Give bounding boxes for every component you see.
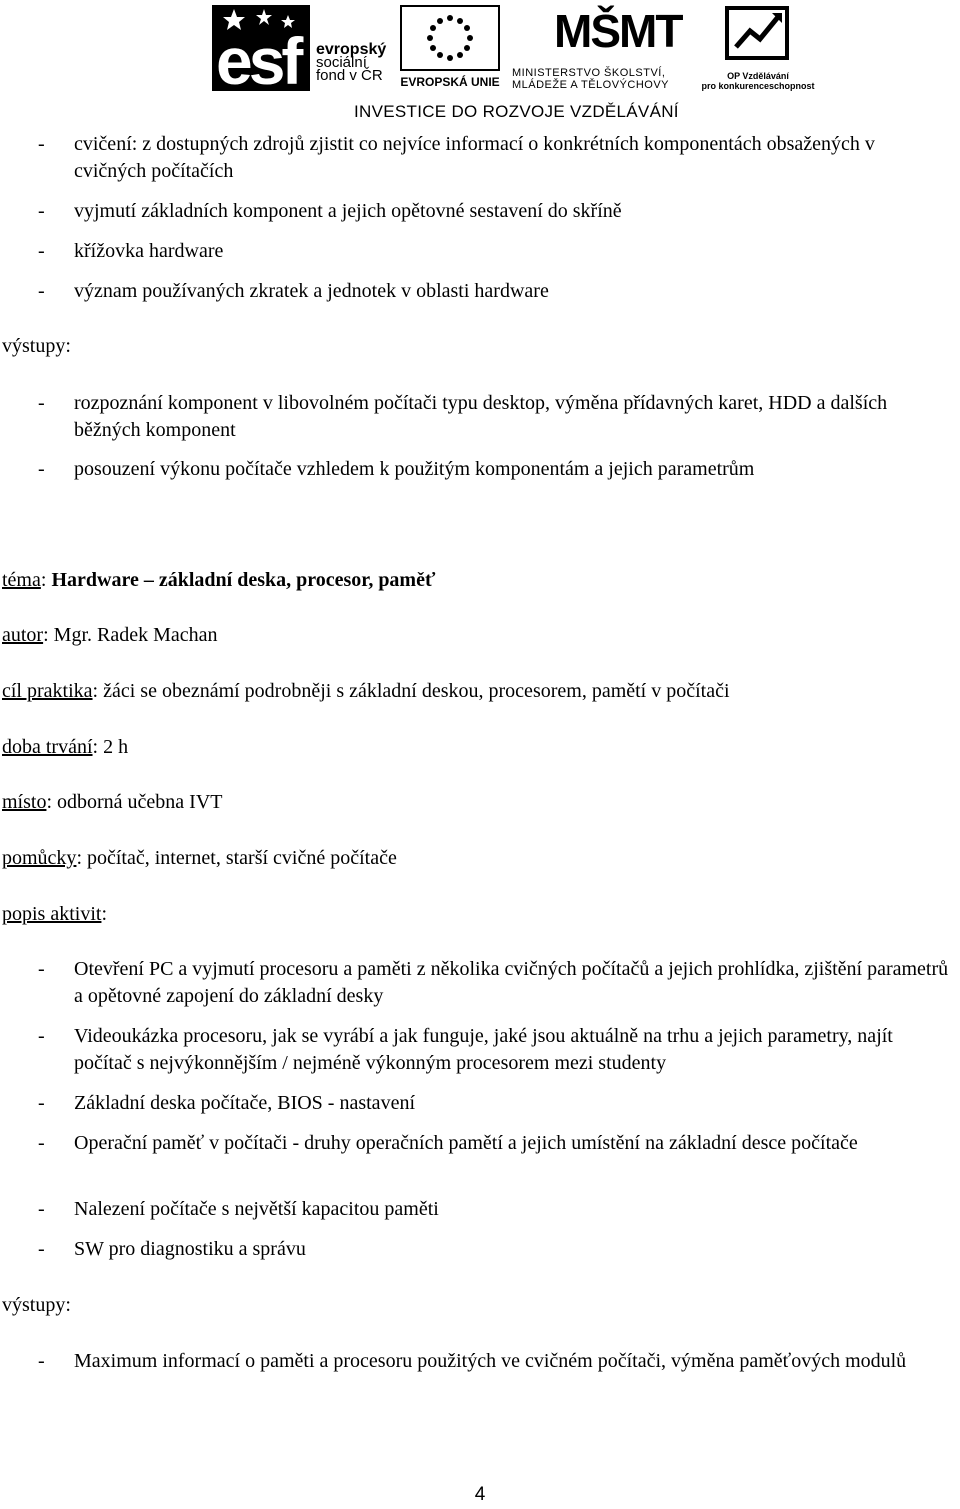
- list-item-text: Nalezení počítače s největší kapacitou paměti: [74, 1198, 439, 1220]
- list-item-text: křížovka hardware: [74, 240, 224, 262]
- op-line2: pro konkurenceschopnost: [701, 81, 815, 91]
- list-item-text: význam používaných zkratek a jednotek v oblasti hardware: [74, 280, 549, 302]
- misto-value: odborná učebna IVT: [57, 791, 223, 813]
- investice-tagline: INVESTICE DO ROZVOJE VZDĚLÁVÁNÍ: [354, 102, 679, 121]
- doba-line: [2, 734, 128, 761]
- list-dash: -: [38, 1198, 45, 1220]
- list-dash: -: [38, 958, 45, 980]
- vystupy-heading: výstupy:: [2, 335, 71, 357]
- autor-value: Mgr. Radek Machan: [53, 624, 218, 646]
- esf-line1: evropský: [316, 41, 387, 58]
- list-item-text: cvičení: z dostupných zdrojů zjistit co nejvíce informací o konkrétních komponentách obsažených v cvičných počítačích: [74, 133, 875, 182]
- popis-line: [2, 901, 107, 928]
- popis-label: popis aktivit: [2, 903, 102, 925]
- page-number: 4: [474, 1484, 486, 1505]
- pomucky-value: počítač, internet, starší cvičné počítače: [87, 847, 397, 869]
- list-dash: -: [38, 240, 45, 262]
- cil-sep: :: [92, 680, 104, 702]
- esf-line3: fond v ČR: [316, 67, 383, 84]
- list-item-text: SW pro diagnostiku a správu: [74, 1238, 306, 1260]
- list-item-text: vyjmutí základních komponent a jejich opětovné sestavení do skříně: [74, 200, 622, 222]
- list-dash: -: [38, 1132, 45, 1154]
- list-dash: -: [38, 458, 45, 480]
- list-dash: -: [38, 1092, 45, 1114]
- eu-label: EVROPSKÁ UNIE: [400, 75, 500, 89]
- list-dash: -: [38, 133, 45, 155]
- msmt-mark: MŠMT: [554, 5, 682, 57]
- list-dash: -: [38, 392, 45, 414]
- pomucky-label: pomůcky: [2, 847, 77, 869]
- misto-sep: :: [46, 791, 58, 813]
- list-item-text: Videoukázka procesoru, jak se vyrábí a jak funguje, jaké jsou aktuálně na trhu a jejich parametry, najít počítač s nejvýkonnějším / nejméně výkonným procesorem mezi studenty: [74, 1025, 893, 1074]
- list-item-text: Operační paměť v počítači - druhy operačních pamětí a jejich umístění na základní desce počítače: [74, 1132, 858, 1154]
- list-dash: -: [38, 280, 45, 302]
- autor-label: autor: [2, 624, 44, 646]
- msmt-line1: MINISTERSTVO ŠKOLSTVÍ,: [512, 67, 666, 79]
- autor-line: [2, 622, 218, 649]
- list-dash: -: [38, 1025, 45, 1047]
- doba-value: 2 h: [103, 736, 129, 758]
- list-dash: -: [38, 200, 45, 222]
- doba-label: doba trvání: [2, 736, 93, 758]
- misto-label: místo: [2, 791, 47, 813]
- tema-label: téma: [2, 569, 41, 591]
- pomucky-sep: :: [76, 847, 87, 869]
- misto-line: [2, 789, 223, 816]
- msmt-line2: MLÁDEŽE A TĚLOVÝCHOVY: [512, 79, 670, 91]
- esf-letters: esf: [216, 24, 300, 98]
- tema-value: Hardware – základní deska, procesor, paměť: [51, 569, 436, 591]
- list-item-text: rozpoznání komponent v libovolném počítači typu desktop, výměna přídavných karet, HDD a dalších běžných komponent: [74, 392, 888, 441]
- popis-sep: :: [101, 903, 108, 925]
- cil-line: [2, 678, 730, 705]
- autor-sep: :: [43, 624, 54, 646]
- list-dash: -: [38, 1238, 45, 1260]
- list-item-text: Základní deska počítače, BIOS - nastavení: [74, 1092, 415, 1114]
- op-line1: OP Vzdělávání: [727, 71, 789, 81]
- doba-sep: :: [92, 736, 104, 758]
- pomucky-line: [2, 845, 397, 872]
- list-item-text: Otevření PC a vyjmutí procesoru a paměti z několika cvičných počítačů a jejich prohlídka, zjištění parametrů a opětovné zapojení do základní desky: [74, 958, 949, 1007]
- tema-line: [2, 567, 435, 594]
- cil-value: žáci se obeznámí podrobněji s základní deskou, procesorem, pamětí v počítači: [103, 680, 730, 702]
- list-item-text: Maximum informací o paměti a procesoru použitých ve cvičném počítači, výměna paměťových modulů: [74, 1350, 907, 1372]
- esf-line2: sociální: [316, 54, 367, 71]
- tema-sep: :: [40, 569, 52, 591]
- list-dash: -: [38, 1350, 45, 1372]
- cil-label: cíl praktika: [2, 680, 93, 702]
- vystupy-heading: výstupy:: [2, 1294, 71, 1316]
- list-item-text: posouzení výkonu počítače vzhledem k použitým komponentám a jejich parametrům: [74, 458, 755, 480]
